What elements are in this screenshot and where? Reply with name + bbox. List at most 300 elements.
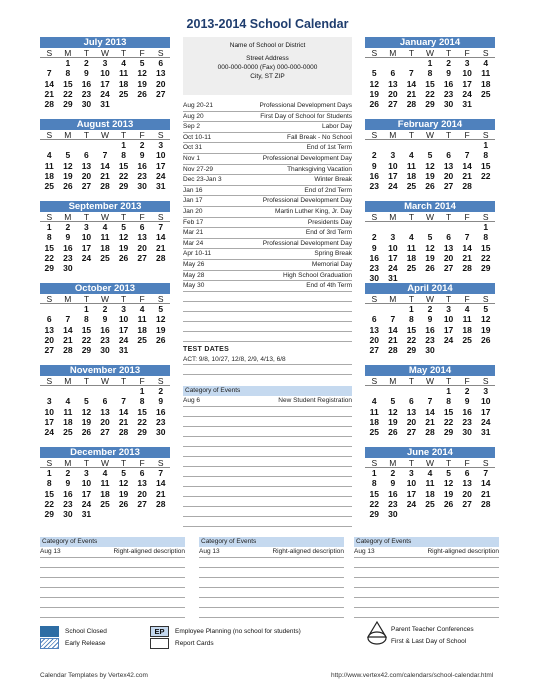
weekday-header: S <box>365 48 384 58</box>
day-cell: 19 <box>137 78 147 89</box>
day-cell: 11 <box>369 406 379 417</box>
day-cell: 5 <box>427 150 433 161</box>
month-calendar <box>365 447 495 529</box>
day-cell: 2 <box>390 468 396 478</box>
category-row <box>40 547 185 558</box>
day-cell: 26 <box>443 498 454 509</box>
event-desc: Fall Break - No School <box>286 133 352 141</box>
month-grid <box>365 130 495 191</box>
day-cell: 26 <box>388 427 398 438</box>
month-title: May 2014 <box>365 365 495 376</box>
day-cell: 12 <box>425 242 435 253</box>
weekday-header: M <box>59 294 78 304</box>
day-cell: 19 <box>369 88 380 99</box>
day-cell: 22 <box>118 170 129 181</box>
day-cell: 2 <box>371 232 377 243</box>
day-cell: 26 <box>425 263 435 274</box>
months-right-column <box>365 37 495 529</box>
event-date: Aug 20 <box>183 112 204 120</box>
day-cell: 15 <box>480 242 491 253</box>
day-cell: 15 <box>63 78 73 89</box>
day-cell: 11 <box>63 406 73 417</box>
category-row <box>199 547 344 558</box>
blank-line <box>40 578 185 588</box>
month-grid <box>40 48 170 109</box>
weekday-header: T <box>77 376 96 386</box>
weekday-header: T <box>77 212 96 222</box>
events-list <box>183 101 352 342</box>
event-date: Feb 17 <box>183 218 204 226</box>
day-cell: 17 <box>155 160 166 171</box>
blank-line <box>183 365 352 375</box>
day-cell: 15 <box>406 324 417 335</box>
category-desc: Right-aligned description <box>113 548 185 555</box>
day-cell: 29 <box>480 263 491 274</box>
day-cell: 4 <box>121 58 126 68</box>
blank-line <box>354 558 499 568</box>
day-cell: 6 <box>46 314 52 325</box>
blank-line <box>40 598 185 608</box>
day-cell: 30 <box>462 427 472 438</box>
category-desc: Right-aligned description <box>427 548 499 555</box>
day-cell: 29 <box>425 99 435 110</box>
day-cell: 19 <box>480 324 491 335</box>
day-cell: 1 <box>65 58 71 68</box>
day-cell: 29 <box>63 99 73 110</box>
early-release-swatch-icon <box>40 638 59 649</box>
day-cell: 24 <box>44 427 55 438</box>
day-cell: 14 <box>480 478 491 489</box>
weekday-header: S <box>40 376 59 386</box>
day-cell: 19 <box>425 170 435 181</box>
day-cell: 27 <box>44 345 55 356</box>
empty-day <box>402 222 421 232</box>
day-cell: 10 <box>480 396 491 407</box>
day-cell: 29 <box>81 345 92 356</box>
day-cell: 27 <box>406 427 417 438</box>
weekday-header: T <box>77 48 96 58</box>
day-cell: 13 <box>81 160 92 171</box>
blank-line <box>183 322 352 332</box>
day-cell: 10 <box>155 150 166 161</box>
empty-day <box>439 140 458 150</box>
day-cell: 9 <box>84 68 89 79</box>
day-cell: 26 <box>63 181 73 192</box>
day-cell: 13 <box>100 406 110 417</box>
blank-line <box>183 332 352 342</box>
ep-badge: EP <box>150 626 169 637</box>
day-cell: 11 <box>462 314 472 325</box>
weekday-header: S <box>40 212 59 222</box>
day-cell: 27 <box>443 263 454 274</box>
weekday-header: S <box>151 130 170 140</box>
weekday-header: T <box>114 376 133 386</box>
weekday-header: T <box>114 294 133 304</box>
blank-line <box>199 558 344 568</box>
day-cell: 20 <box>100 416 110 427</box>
empty-day <box>384 140 403 150</box>
day-cell: 13 <box>406 406 417 417</box>
month-calendar <box>40 365 170 447</box>
day-cell: 4 <box>409 232 414 243</box>
day-cell: 1 <box>121 140 126 150</box>
day-cell: 7 <box>390 314 396 325</box>
weekday-header: S <box>40 48 59 58</box>
empty-day <box>59 304 78 314</box>
weekday-header: T <box>439 130 458 140</box>
legend-label: Employee Planning (no school for students) <box>175 628 301 635</box>
legend-label: Report Cards <box>175 640 214 647</box>
day-cell: 24 <box>406 498 417 509</box>
day-cell: 26 <box>81 427 92 438</box>
day-cell: 13 <box>137 232 147 243</box>
month-calendar <box>40 119 170 201</box>
empty-day <box>96 386 115 396</box>
month-title: January 2014 <box>365 37 495 48</box>
weekday-header: S <box>476 458 495 468</box>
legend-symbols <box>366 620 388 646</box>
day-cell: 22 <box>44 252 55 263</box>
day-cell: 28 <box>462 263 472 274</box>
day-cell: 17 <box>81 242 92 253</box>
event-date: Jan 16 <box>183 186 203 194</box>
day-cell: 21 <box>100 170 110 181</box>
day-cell: 25 <box>44 181 55 192</box>
school-city: City, ST ZIP <box>250 73 285 80</box>
day-cell: 3 <box>84 222 89 232</box>
empty-day <box>365 304 384 314</box>
day-cell: 6 <box>139 468 145 478</box>
day-cell: 3 <box>102 58 108 68</box>
day-cell: 9 <box>102 314 108 325</box>
weekday-header: F <box>458 458 477 468</box>
weekday-header: S <box>476 48 495 58</box>
day-cell: 16 <box>462 406 472 417</box>
day-cell: 20 <box>462 488 472 499</box>
day-cell: 7 <box>427 396 433 407</box>
bottom-category-1 <box>40 537 185 618</box>
day-cell: 5 <box>139 58 145 68</box>
day-cell: 9 <box>371 242 377 253</box>
event-desc: End of 1st Term <box>306 144 352 152</box>
day-cell: 19 <box>118 242 129 253</box>
day-cell: 17 <box>81 488 92 499</box>
event-row <box>183 165 352 176</box>
month-title: October 2013 <box>40 283 170 294</box>
day-cell: 10 <box>81 478 92 489</box>
day-cell: 6 <box>139 222 145 232</box>
day-cell: 6 <box>446 232 451 243</box>
day-cell: 30 <box>443 99 454 110</box>
test-dates-title: TEST DATES <box>183 346 230 353</box>
legend-ptc <box>391 626 474 633</box>
weekday-header: T <box>439 294 458 304</box>
day-cell: 24 <box>462 88 472 99</box>
day-cell: 14 <box>100 160 110 171</box>
day-cell: 2 <box>84 58 89 68</box>
blank-line <box>199 578 344 588</box>
weekday-header: S <box>151 458 170 468</box>
day-cell: 6 <box>409 396 414 407</box>
day-cell: 22 <box>425 88 435 99</box>
day-cell: 3 <box>390 150 396 161</box>
day-cell: 26 <box>369 99 380 110</box>
event-date: Oct 31 <box>183 144 203 152</box>
day-cell: 11 <box>481 68 491 79</box>
day-cell: 13 <box>155 68 166 79</box>
day-cell: 3 <box>121 304 126 314</box>
legend-label: Early Release <box>65 640 106 647</box>
category-desc: Right-aligned description <box>272 548 344 555</box>
month-grid <box>365 294 495 355</box>
blank-line <box>183 407 352 417</box>
day-cell: 6 <box>102 396 108 407</box>
blank-line <box>183 497 352 507</box>
weekday-header: F <box>133 130 152 140</box>
blank-line <box>183 467 352 477</box>
weekday-header: S <box>151 48 170 58</box>
day-cell: 11 <box>406 242 416 253</box>
empty-day <box>40 386 59 396</box>
day-cell: 27 <box>155 88 166 99</box>
day-cell: 9 <box>464 396 470 407</box>
day-cell: 3 <box>84 468 89 478</box>
event-row <box>183 101 352 112</box>
day-cell: 16 <box>443 78 454 89</box>
day-cell: 3 <box>46 396 52 407</box>
day-cell: 28 <box>100 181 110 192</box>
event-date: Oct 10-11 <box>183 133 212 141</box>
day-cell: 12 <box>118 478 129 489</box>
empty-day <box>77 386 96 396</box>
day-cell: 9 <box>139 150 145 161</box>
day-cell: 28 <box>388 345 398 356</box>
day-cell: 24 <box>81 252 92 263</box>
weekday-header: W <box>96 130 115 140</box>
day-cell: 10 <box>462 68 472 79</box>
month-title: March 2014 <box>365 201 495 212</box>
weekday-header: S <box>151 294 170 304</box>
day-cell: 1 <box>84 304 89 314</box>
day-cell: 19 <box>425 252 435 263</box>
day-cell: 27 <box>369 345 380 356</box>
month-grid <box>365 458 495 519</box>
event-date: Dec 23-Jan 3 <box>183 176 222 184</box>
day-cell: 30 <box>81 99 92 110</box>
legend-report-cards <box>150 638 214 649</box>
day-cell: 22 <box>63 88 73 99</box>
day-cell: 24 <box>388 263 398 274</box>
blank-line <box>40 568 185 578</box>
empty-day <box>421 222 440 232</box>
category-row <box>354 547 499 558</box>
test-dates-line: ACT: 9/8, 10/27, 12/8, 2/9, 4/13, 6/8 <box>183 355 352 365</box>
day-cell: 6 <box>464 468 470 478</box>
blank-line <box>199 598 344 608</box>
weekday-header: F <box>458 212 477 222</box>
month-calendar <box>365 119 495 201</box>
day-cell: 5 <box>84 396 89 407</box>
day-cell: 29 <box>443 427 454 438</box>
day-cell: 19 <box>443 488 454 499</box>
day-cell: 8 <box>65 68 71 79</box>
day-cell: 1 <box>139 386 145 396</box>
event-date: Apr 10-11 <box>183 250 212 258</box>
day-cell: 5 <box>483 304 489 314</box>
day-cell: 18 <box>100 242 110 253</box>
day-cell: 14 <box>406 78 417 89</box>
event-desc: End of 2nd Term <box>304 186 352 194</box>
event-row <box>183 143 352 154</box>
day-cell: 17 <box>406 488 417 499</box>
day-cell: 16 <box>81 78 92 89</box>
day-cell: 21 <box>462 252 472 263</box>
day-cell: 6 <box>371 314 377 325</box>
event-desc: Spring Break <box>314 250 352 258</box>
school-info-box <box>183 37 352 95</box>
day-cell: 13 <box>44 324 55 335</box>
month-calendar <box>365 365 495 447</box>
day-cell: 28 <box>406 99 417 110</box>
day-cell: 22 <box>81 334 92 345</box>
blank-line <box>40 558 185 568</box>
day-cell: 2 <box>158 386 164 396</box>
empty-day <box>402 140 421 150</box>
day-cell: 2 <box>427 304 433 314</box>
day-cell: 3 <box>409 468 414 478</box>
weekday-header: T <box>77 458 96 468</box>
day-cell: 18 <box>118 78 129 89</box>
day-cell: 16 <box>369 252 380 263</box>
day-cell: 20 <box>443 170 454 181</box>
legend-early-release <box>40 638 105 649</box>
day-cell: 9 <box>446 68 451 79</box>
day-cell: 5 <box>427 232 433 243</box>
day-cell: 10 <box>388 242 398 253</box>
category-date: Aug 6 <box>183 397 200 404</box>
day-cell: 26 <box>118 498 129 509</box>
day-cell: 21 <box>155 242 166 253</box>
empty-day <box>458 140 477 150</box>
day-cell: 31 <box>100 99 110 110</box>
empty-day <box>402 386 421 396</box>
day-cell: 31 <box>388 273 398 284</box>
day-cell: 28 <box>155 252 166 263</box>
month-calendar <box>40 447 170 529</box>
day-cell: 29 <box>118 181 129 192</box>
day-cell: 1 <box>409 304 414 314</box>
day-cell: 17 <box>388 170 398 181</box>
day-cell: 23 <box>425 334 435 345</box>
day-cell: 20 <box>443 252 454 263</box>
day-cell: 3 <box>483 386 489 396</box>
weekday-header: T <box>439 458 458 468</box>
day-cell: 13 <box>137 478 147 489</box>
day-cell: 7 <box>483 468 489 478</box>
day-cell: 22 <box>44 498 55 509</box>
weekday-header: T <box>114 212 133 222</box>
day-cell: 18 <box>425 488 435 499</box>
day-cell: 12 <box>81 406 92 417</box>
day-cell: 10 <box>388 160 398 171</box>
day-cell: 21 <box>462 170 472 181</box>
event-date: May 28 <box>183 271 205 279</box>
day-cell: 13 <box>369 324 380 335</box>
month-grid <box>365 376 495 437</box>
day-cell: 13 <box>388 78 398 89</box>
day-cell: 26 <box>155 334 166 345</box>
empty-day <box>96 140 115 150</box>
empty-day <box>365 222 384 232</box>
month-title: April 2014 <box>365 283 495 294</box>
empty-day <box>40 140 59 150</box>
legend-label: First & Last Day of School <box>391 638 467 645</box>
day-cell: 5 <box>371 68 377 79</box>
day-cell: 16 <box>137 160 147 171</box>
blank-line <box>354 578 499 588</box>
day-cell: 7 <box>102 150 108 161</box>
day-cell: 6 <box>446 150 451 161</box>
report-cards-swatch-icon <box>150 638 169 649</box>
weekday-header: F <box>133 48 152 58</box>
day-cell: 15 <box>443 406 454 417</box>
day-cell: 14 <box>388 324 398 335</box>
day-cell: 5 <box>121 222 126 232</box>
day-cell: 7 <box>409 68 414 79</box>
day-cell: 16 <box>100 324 110 335</box>
day-cell: 21 <box>63 334 73 345</box>
weekday-header: S <box>151 212 170 222</box>
day-cell: 8 <box>121 150 126 161</box>
day-cell: 17 <box>480 406 491 417</box>
day-cell: 14 <box>44 78 55 89</box>
center-category <box>183 386 352 527</box>
day-cell: 29 <box>44 263 55 274</box>
day-cell: 4 <box>427 468 433 478</box>
day-cell: 1 <box>46 468 52 478</box>
event-date: May 30 <box>183 282 205 290</box>
category-row <box>183 396 352 407</box>
day-cell: 2 <box>446 58 451 68</box>
day-cell: 16 <box>388 488 398 499</box>
day-cell: 24 <box>100 88 110 99</box>
day-cell: 18 <box>63 416 73 427</box>
day-cell: 14 <box>462 242 472 253</box>
empty-day <box>365 58 384 68</box>
day-cell: 4 <box>46 150 52 161</box>
day-cell: 29 <box>44 509 55 520</box>
day-cell: 17 <box>100 78 110 89</box>
day-cell: 8 <box>483 232 489 243</box>
day-cell: 3 <box>446 304 451 314</box>
day-cell: 20 <box>369 334 380 345</box>
page-title: 2013-2014 School Calendar <box>186 17 349 31</box>
blank-line <box>183 302 352 312</box>
day-cell: 12 <box>118 232 129 243</box>
day-cell: 9 <box>158 396 164 407</box>
day-cell: 10 <box>100 68 110 79</box>
event-row <box>183 281 352 292</box>
blank-line <box>183 457 352 467</box>
event-date: Mar 24 <box>183 239 204 247</box>
day-cell: 15 <box>44 488 55 499</box>
day-cell: 1 <box>446 386 451 396</box>
day-cell: 5 <box>390 396 396 407</box>
event-row <box>183 122 352 133</box>
day-cell: 19 <box>81 416 92 427</box>
weekday-header: W <box>96 376 115 386</box>
day-cell: 12 <box>480 314 491 325</box>
